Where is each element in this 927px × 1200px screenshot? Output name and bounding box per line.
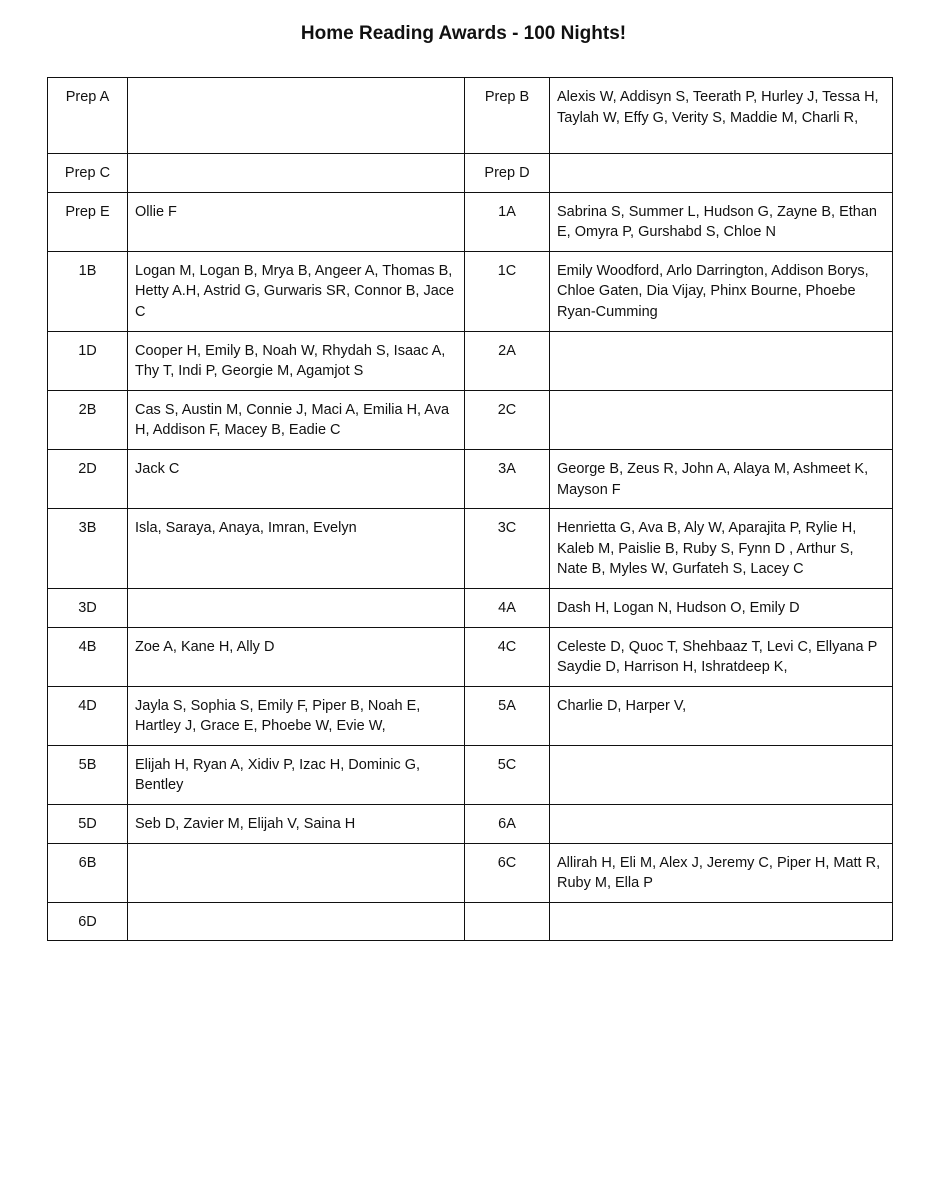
class-label: Prep B <box>465 78 550 154</box>
class-label: 3C <box>465 509 550 589</box>
student-names: Jack C <box>128 449 465 508</box>
class-label: 5A <box>465 686 550 745</box>
class-label: 5C <box>465 745 550 804</box>
student-names: Seb D, Zavier M, Elijah V, Saina H <box>128 805 465 844</box>
table-row <box>48 745 893 804</box>
table-row <box>48 843 893 902</box>
class-label: 3B <box>48 509 128 589</box>
student-names <box>550 331 893 390</box>
student-names: Elijah H, Ryan A, Xidiv P, Izac H, Dominic G, Bentley <box>128 745 465 804</box>
student-names <box>550 805 893 844</box>
student-names: George B, Zeus R, John A, Alaya M, Ashmeet K, Mayson F <box>550 449 893 508</box>
student-names: Alexis W, Addisyn S, Teerath P, Hurley J, Tessa H, Taylah W, Effy G, Verity S, Maddie M, Charli R, <box>550 78 893 154</box>
student-names <box>128 78 465 154</box>
class-label: 6D <box>48 902 128 941</box>
class-label: 1D <box>48 331 128 390</box>
class-label: Prep A <box>48 78 128 154</box>
student-names: Sabrina S, Summer L, Hudson G, Zayne B, Ethan E, Omyra P, Gurshabd S, Chloe N <box>550 192 893 251</box>
student-names: Logan M, Logan B, Mrya B, Angeer A, Thomas B, Hetty A.H, Astrid G, Gurwaris SR, Connor B, Jace C <box>128 251 465 331</box>
student-names: Dash H, Logan N, Hudson O, Emily D <box>550 588 893 627</box>
table-row <box>48 251 893 331</box>
class-label: 4B <box>48 627 128 686</box>
class-label: 2D <box>48 449 128 508</box>
student-names <box>128 843 465 902</box>
table-row <box>48 390 893 449</box>
class-label: 2A <box>465 331 550 390</box>
class-label: 2B <box>48 390 128 449</box>
class-label: Prep C <box>48 154 128 193</box>
class-label: 3A <box>465 449 550 508</box>
student-names <box>550 154 893 193</box>
student-names: Ollie F <box>128 192 465 251</box>
student-names: Zoe A, Kane H, Ally D <box>128 627 465 686</box>
table-row <box>48 509 893 589</box>
class-label: 6A <box>465 805 550 844</box>
student-names: Isla, Saraya, Anaya, Imran, Evelyn <box>128 509 465 589</box>
table-row <box>48 154 893 193</box>
class-label: 4A <box>465 588 550 627</box>
student-names: Cas S, Austin M, Connie J, Maci A, Emilia H, Ava H, Addison F, Macey B, Eadie C <box>128 390 465 449</box>
table-row <box>48 449 893 508</box>
class-label: 1A <box>465 192 550 251</box>
student-names: Allirah H, Eli M, Alex J, Jeremy C, Piper H, Matt R, Ruby M, Ella P <box>550 843 893 902</box>
page-title: Home Reading Awards - 100 Nights! <box>300 23 627 44</box>
table-row <box>48 686 893 745</box>
class-label: 6B <box>48 843 128 902</box>
table-row <box>48 588 893 627</box>
table-row <box>48 192 893 251</box>
student-names <box>128 154 465 193</box>
class-label: 3D <box>48 588 128 627</box>
student-names: Celeste D, Quoc T, Shehbaaz T, Levi C, Ellyana P Saydie D, Harrison H, Ishratdeep K, <box>550 627 893 686</box>
table-row <box>48 902 893 941</box>
table-row <box>48 331 893 390</box>
student-names: Charlie D, Harper V, <box>550 686 893 745</box>
class-label: 1B <box>48 251 128 331</box>
class-label: Prep E <box>48 192 128 251</box>
student-names <box>550 390 893 449</box>
student-names <box>550 745 893 804</box>
class-label: 5B <box>48 745 128 804</box>
class-label: 4D <box>48 686 128 745</box>
student-names <box>128 902 465 941</box>
class-label: 1C <box>465 251 550 331</box>
class-label: 5D <box>48 805 128 844</box>
table-row <box>48 805 893 844</box>
student-names <box>128 588 465 627</box>
student-names: Jayla S, Sophia S, Emily F, Piper B, Noah E, Hartley J, Grace E, Phoebe W, Evie W, <box>128 686 465 745</box>
table-row <box>48 78 893 154</box>
awards-table <box>47 77 893 941</box>
class-label <box>465 902 550 941</box>
awards-table-body <box>48 78 893 941</box>
student-names: Cooper H, Emily B, Noah W, Rhydah S, Isaac A, Thy T, Indi P, Georgie M, Agamjot S <box>128 331 465 390</box>
class-label: 6C <box>465 843 550 902</box>
student-names: Emily Woodford, Arlo Darrington, Addison Borys, Chloe Gaten, Dia Vijay, Phinx Bourne, Phoebe Ryan-Cumming <box>550 251 893 331</box>
class-label: 2C <box>465 390 550 449</box>
student-names: Henrietta G, Ava B, Aly W, Aparajita P, Rylie H, Kaleb M, Paislie B, Ruby S, Fynn D , Arthur S, Nate B, Myles W, Gurfateh S, Lacey C <box>550 509 893 589</box>
student-names <box>550 902 893 941</box>
table-row <box>48 627 893 686</box>
class-label: Prep D <box>465 154 550 193</box>
class-label: 4C <box>465 627 550 686</box>
